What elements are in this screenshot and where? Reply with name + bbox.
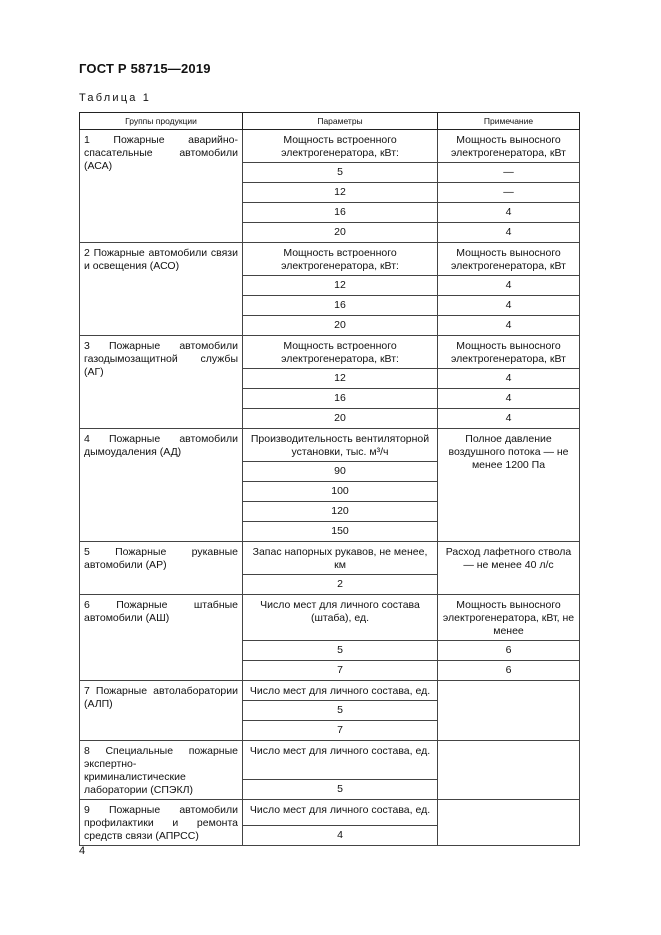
parameter-label: Мощность встроенного электрогенератора, кВт: xyxy=(243,336,438,369)
parameter-value: 90 xyxy=(243,462,438,482)
parameter-value: 100 xyxy=(243,482,438,502)
parameter-value: 12 xyxy=(243,276,438,296)
product-group-name: 6 Пожарные штабные автомобили (АШ) xyxy=(80,595,243,681)
parameter-value: 5 xyxy=(243,701,438,721)
parameter-label: Запас напорных рукавов, не менее, км xyxy=(243,542,438,575)
note-label: Мощность выносного электрогенератора, кВт xyxy=(438,130,580,163)
parameter-value: 20 xyxy=(243,409,438,429)
note-value: 4 xyxy=(438,409,580,429)
standard-designation: ГОСТ Р 58715—2019 xyxy=(79,61,211,76)
table-body xyxy=(80,130,580,846)
note-value: 4 xyxy=(438,203,580,223)
note-value: 4 xyxy=(438,389,580,409)
parameter-value: 20 xyxy=(243,223,438,243)
parameter-label: Число мест для личного состава, ед. xyxy=(243,681,438,701)
parameter-label: Число мест для личного состава, ед. xyxy=(243,800,438,826)
table-row xyxy=(80,681,580,701)
page-number: 4 xyxy=(79,845,86,857)
product-group-name: 3 Пожарные автомобили газодымозащитной службы (АГ) xyxy=(80,336,243,429)
product-groups-table xyxy=(79,112,580,846)
table-caption: Таблица 1 xyxy=(79,92,152,104)
note-value: 4 xyxy=(438,223,580,243)
note-value: 4 xyxy=(438,276,580,296)
table-header-row xyxy=(80,113,580,130)
parameter-label: Производительность вентиляторной установки, тыс. м³/ч xyxy=(243,429,438,462)
parameter-value: 16 xyxy=(243,389,438,409)
parameter-label: Число мест для личного состава, ед. xyxy=(243,741,438,780)
parameter-value: 5 xyxy=(243,780,438,800)
parameter-label: Число мест для личного состава (штаба), ед. xyxy=(243,595,438,641)
table-row xyxy=(80,243,580,276)
note-value: 4 xyxy=(438,296,580,316)
note-label: Полное давление воздушного потока — не менее 1200 Па xyxy=(438,429,580,542)
note-value: 6 xyxy=(438,641,580,661)
table-row xyxy=(80,336,580,369)
parameter-value: 20 xyxy=(243,316,438,336)
parameter-value: 2 xyxy=(243,575,438,595)
product-group-name: 7 Пожарные автолаборатории (АЛП) xyxy=(80,681,243,741)
table-row xyxy=(80,595,580,641)
parameter-value: 12 xyxy=(243,369,438,389)
table-row xyxy=(80,429,580,462)
product-group-name: 8 Специальные пожарные экспертно-криминалистические лаборатории (СПЭКЛ) xyxy=(80,741,243,800)
product-group-name: 9 Пожарные автомобили профилактики и ремонта средств связи (АПРСС) xyxy=(80,800,243,846)
parameter-value: 7 xyxy=(243,661,438,681)
parameter-label: Мощность встроенного электрогенератора, кВт: xyxy=(243,130,438,163)
parameter-value: 7 xyxy=(243,721,438,741)
product-group-name: 1 Пожарные аварийно-спасательные автомобили (АСА) xyxy=(80,130,243,243)
parameter-value: 120 xyxy=(243,502,438,522)
note-label xyxy=(438,741,580,800)
parameter-value: 5 xyxy=(243,641,438,661)
parameter-value: 150 xyxy=(243,522,438,542)
product-group-name: 5 Пожарные рукавные автомобили (АР) xyxy=(80,542,243,595)
note-label: Расход лафетного ствола — не менее 40 л/с xyxy=(438,542,580,595)
note-value: 6 xyxy=(438,661,580,681)
note-label: Мощность выносного электрогенератора, кВт xyxy=(438,243,580,276)
product-group-name: 2 Пожарные автомобили связи и освещения (АСО) xyxy=(80,243,243,336)
note-value: — xyxy=(438,163,580,183)
parameter-label: Мощность встроенного электрогенератора, кВт: xyxy=(243,243,438,276)
note-label: Мощность выносного электрогенератора, кВт xyxy=(438,336,580,369)
column-header-notes: Примечание xyxy=(438,113,580,130)
parameter-value: 4 xyxy=(243,826,438,846)
note-value: 4 xyxy=(438,316,580,336)
product-group-name: 4 Пожарные автомобили дымоудаления (АД) xyxy=(80,429,243,542)
table-row xyxy=(80,741,580,780)
note-label: Мощность выносного электрогенератора, кВт, не менее xyxy=(438,595,580,641)
table-row xyxy=(80,800,580,826)
column-header-parameters: Параметры xyxy=(243,113,438,130)
parameter-value: 16 xyxy=(243,203,438,223)
parameter-value: 12 xyxy=(243,183,438,203)
note-label xyxy=(438,800,580,846)
table-row xyxy=(80,130,580,163)
note-value: 4 xyxy=(438,369,580,389)
note-label xyxy=(438,681,580,741)
parameter-value: 5 xyxy=(243,163,438,183)
note-value: — xyxy=(438,183,580,203)
parameter-value: 16 xyxy=(243,296,438,316)
table-row xyxy=(80,542,580,575)
column-header-groups: Группы продукции xyxy=(80,113,243,130)
